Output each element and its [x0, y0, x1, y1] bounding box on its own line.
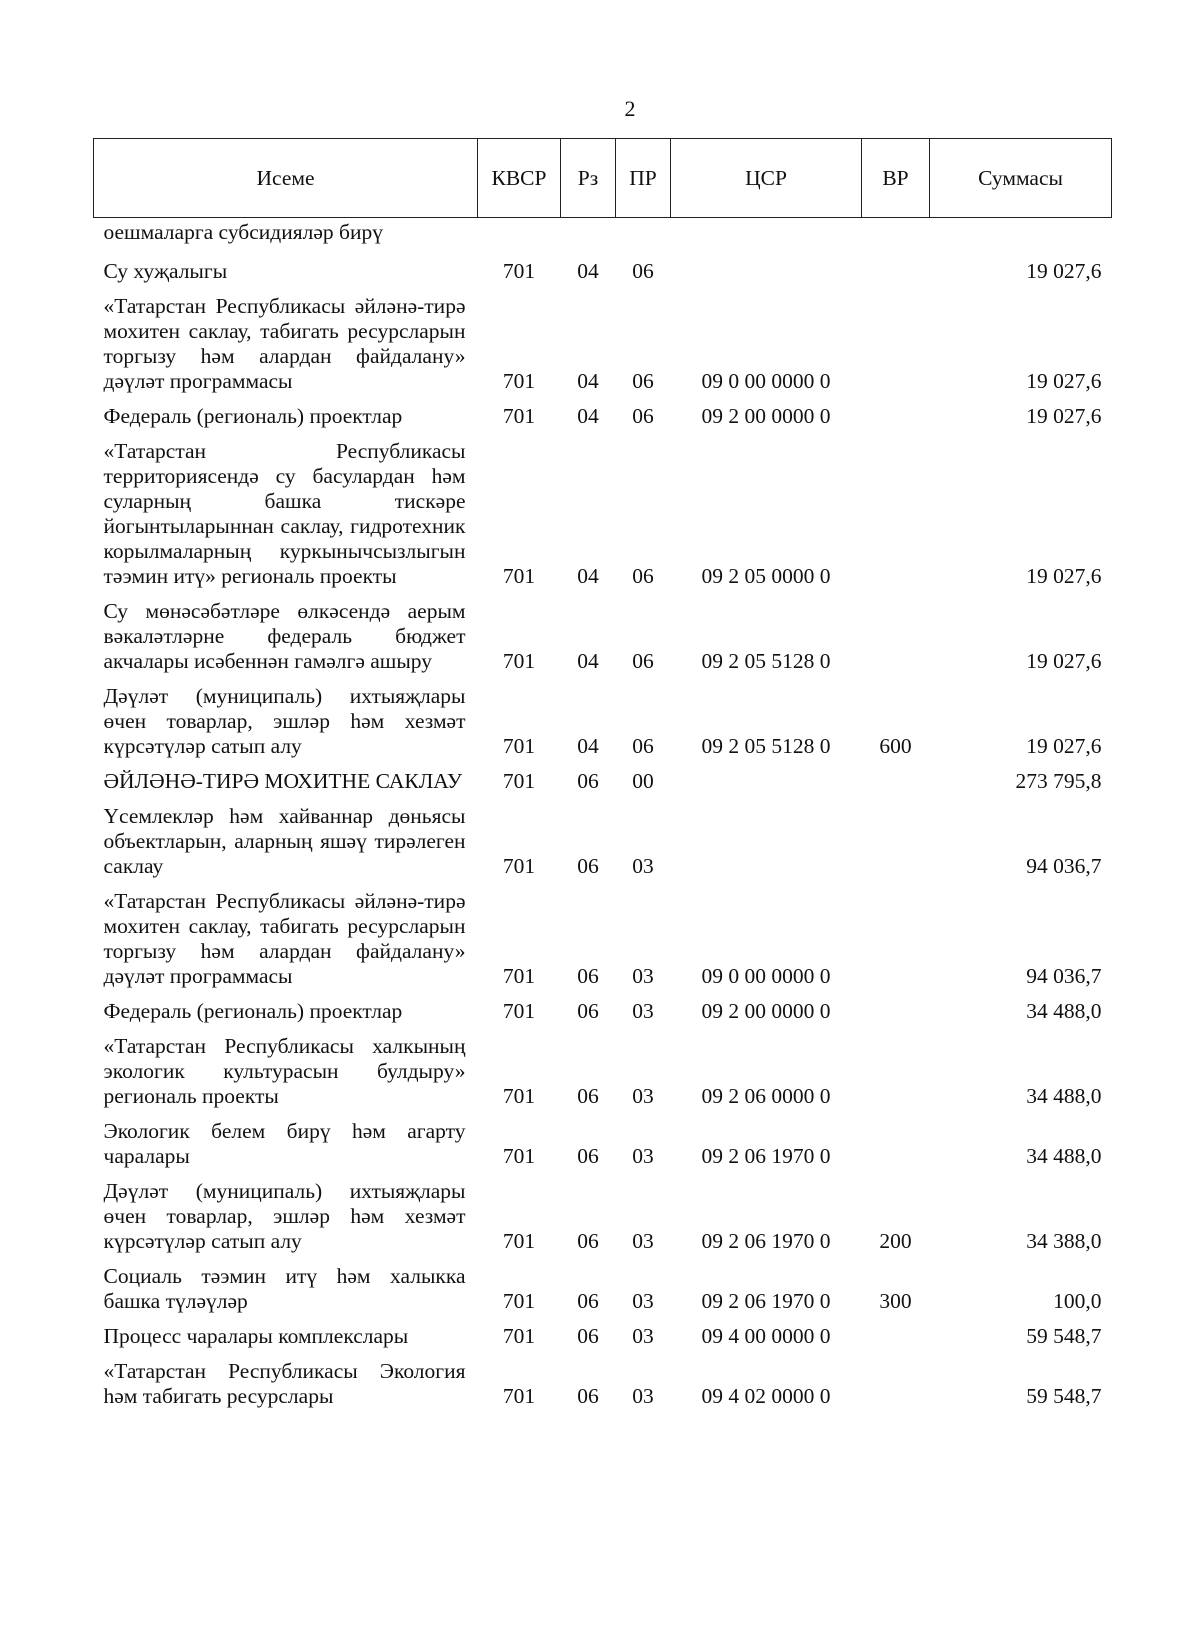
table-row — [94, 1024, 1112, 1109]
row-vr — [862, 589, 930, 674]
row-kvsr: 701 — [502, 564, 536, 588]
row-rz: 06 — [577, 964, 599, 988]
row-rz: 06 — [577, 1144, 599, 1168]
row-vr — [862, 394, 930, 429]
budget-table — [93, 138, 1112, 1409]
row-name: Экологик белем бирү һәм агарту чаралары — [103, 1119, 466, 1168]
row-csr: 09 2 05 5128 0 — [701, 734, 831, 758]
header-sum: Суммасы — [930, 139, 1112, 218]
header-name: Исеме — [94, 139, 478, 218]
header-csr: ЦСР — [671, 139, 862, 218]
row-sum: 59 548,7 — [1026, 1324, 1102, 1348]
row-pr: 03 — [632, 1084, 654, 1108]
row-kvsr: 701 — [502, 649, 536, 673]
row-rz: 06 — [577, 854, 599, 878]
row-rz: 06 — [577, 1384, 599, 1408]
row-csr: 09 2 06 1970 0 — [701, 1144, 831, 1168]
row-rz: 04 — [577, 649, 599, 673]
row-name: «Татарстан Республикасы Экология һәм табигать ресурслары — [103, 1359, 466, 1408]
row-vr — [862, 879, 930, 989]
row-name: Дәүләт (муниципаль) ихтыяҗлары өчен товарлар, эшләр һәм хезмәт күрсәтүләр сатып алу — [103, 684, 466, 758]
row-csr: 09 2 00 0000 0 — [701, 999, 831, 1023]
row-name: оешмаларга субсидияләр бирү — [103, 220, 383, 244]
table-row — [94, 989, 1112, 1024]
row-vr — [862, 429, 930, 589]
row-kvsr: 701 — [502, 1324, 536, 1348]
row-csr: 09 2 06 1970 0 — [701, 1289, 831, 1313]
row-name: «Татарстан Республикасы әйләнә-тирә мохитен саклау, табигать ресурсларын торгызу һәм алардан файдалану» дәүләт программасы — [103, 294, 466, 393]
row-sum: 19 027,6 — [1026, 404, 1102, 428]
table-row — [94, 674, 1112, 759]
row-csr: 09 2 06 1970 0 — [701, 1229, 831, 1253]
row-kvsr: 701 — [502, 259, 536, 283]
table-row — [94, 284, 1112, 394]
row-rz: 04 — [577, 259, 599, 283]
row-csr: 09 4 02 0000 0 — [701, 1384, 831, 1408]
row-vr — [862, 249, 930, 284]
row-csr — [671, 218, 862, 250]
table-row — [94, 759, 1112, 794]
row-sum: 34 488,0 — [1026, 1084, 1102, 1108]
row-kvsr: 701 — [502, 1289, 536, 1313]
row-sum: 19 027,6 — [1026, 259, 1102, 283]
row-name: Социаль тәэмин итү һәм халыкка башка түләүләр — [103, 1264, 466, 1313]
row-name: ӘЙЛӘНӘ-ТИРӘ МОХИТНЕ САКЛАУ — [103, 769, 463, 793]
row-pr: 06 — [632, 259, 654, 283]
table-row — [94, 1109, 1112, 1169]
row-sum: 59 548,7 — [1026, 1384, 1102, 1408]
table-row — [94, 394, 1112, 429]
row-sum: 34 488,0 — [1026, 1144, 1102, 1168]
row-name: Су хуҗалыгы — [103, 259, 228, 283]
row-pr: 03 — [632, 1324, 654, 1348]
row-pr: 03 — [632, 1229, 654, 1253]
table-row — [94, 1314, 1112, 1349]
row-name: «Татарстан Республикасы территориясендә су басулардан һәм суларның башка тискәре йогынтыларыннан саклау, гидротехник корылмаларның куркынычсызлыгын тәэмин итү» региональ проекты — [103, 439, 466, 588]
row-csr — [671, 794, 862, 879]
row-sum: 273 795,8 — [1015, 769, 1102, 793]
row-sum: 34 488,0 — [1026, 999, 1102, 1023]
row-name: Су мөнәсәбәтләре өлкәсендә аерым вәкаләтләрне федераль бюджет акчалары исәбеннән гамәлгә ашыру — [103, 599, 466, 673]
row-pr: 06 — [632, 369, 654, 393]
row-vr: 600 — [879, 734, 912, 758]
row-vr — [862, 1109, 930, 1169]
row-kvsr — [478, 218, 561, 250]
row-name: Процесс чаралары комплекслары — [103, 1324, 409, 1348]
row-rz: 06 — [577, 999, 599, 1023]
row-vr: 200 — [879, 1229, 912, 1253]
row-sum: 19 027,6 — [1026, 734, 1102, 758]
row-kvsr: 701 — [502, 404, 536, 428]
row-vr: 300 — [879, 1289, 912, 1313]
row-pr: 06 — [632, 404, 654, 428]
table-body — [94, 218, 1112, 1410]
row-name: Дәүләт (муниципаль) ихтыяҗлары өчен товарлар, эшләр һәм хезмәт күрсәтүләр сатып алу — [103, 1179, 466, 1253]
row-sum: 94 036,7 — [1026, 854, 1102, 878]
row-sum: 19 027,6 — [1026, 649, 1102, 673]
row-vr — [862, 1024, 930, 1109]
row-pr: 03 — [632, 1144, 654, 1168]
header-vr: ВР — [862, 139, 930, 218]
table-row — [94, 1349, 1112, 1409]
row-rz: 06 — [577, 1084, 599, 1108]
row-csr — [671, 759, 862, 794]
row-pr: 03 — [632, 964, 654, 988]
row-kvsr: 701 — [502, 854, 536, 878]
row-pr: 03 — [632, 1289, 654, 1313]
row-csr: 09 0 00 0000 0 — [701, 369, 831, 393]
row-vr — [862, 759, 930, 794]
row-name: Федераль (региональ) проектлар — [103, 999, 403, 1023]
row-vr — [862, 284, 930, 394]
row-csr: 09 2 05 0000 0 — [701, 564, 831, 588]
row-sum: 34 388,0 — [1026, 1229, 1102, 1253]
row-rz: 06 — [577, 1229, 599, 1253]
table-row — [94, 429, 1112, 589]
row-csr: 09 0 00 0000 0 — [701, 964, 831, 988]
row-vr — [862, 1314, 930, 1349]
table-row — [94, 249, 1112, 284]
row-kvsr: 701 — [502, 1384, 536, 1408]
row-kvsr: 701 — [502, 1144, 536, 1168]
row-sum — [930, 218, 1112, 250]
row-rz — [561, 218, 616, 250]
header-rz: Рз — [561, 139, 616, 218]
row-kvsr: 701 — [502, 369, 536, 393]
table-row — [94, 1254, 1112, 1314]
row-pr: 03 — [632, 854, 654, 878]
header-kvsr: КВСР — [478, 139, 561, 218]
row-vr — [862, 218, 930, 250]
row-name: «Татарстан Республикасы халкының экологик культурасын булдыру» региональ проекты — [103, 1034, 466, 1108]
row-kvsr: 701 — [502, 999, 536, 1023]
row-rz: 04 — [577, 734, 599, 758]
row-sum: 100,0 — [1053, 1289, 1102, 1313]
row-rz: 06 — [577, 1324, 599, 1348]
table-row — [94, 218, 1112, 250]
row-rz: 04 — [577, 369, 599, 393]
row-pr: 03 — [632, 999, 654, 1023]
table-row — [94, 879, 1112, 989]
header-pr: ПР — [616, 139, 671, 218]
row-name: «Татарстан Республикасы әйләнә-тирә мохитен саклау, табигать ресурсларын торгызу һәм алардан файдалану» дәүләт программасы — [103, 889, 466, 988]
row-pr: 06 — [632, 564, 654, 588]
row-kvsr: 701 — [502, 964, 536, 988]
row-kvsr: 701 — [502, 734, 536, 758]
row-kvsr: 701 — [502, 1229, 536, 1253]
row-rz: 04 — [577, 564, 599, 588]
row-csr: 09 2 05 5128 0 — [701, 649, 831, 673]
row-vr — [862, 1349, 930, 1409]
table-row — [94, 589, 1112, 674]
row-rz: 06 — [577, 769, 599, 793]
row-sum: 19 027,6 — [1026, 369, 1102, 393]
row-vr — [862, 989, 930, 1024]
page-number: 2 — [624, 96, 636, 121]
table-row — [94, 794, 1112, 879]
row-csr: 09 2 06 0000 0 — [701, 1084, 831, 1108]
table-header — [94, 139, 1112, 218]
row-name: Федераль (региональ) проектлар — [103, 404, 403, 428]
row-csr: 09 2 00 0000 0 — [701, 404, 831, 428]
row-pr: 03 — [632, 1384, 654, 1408]
row-rz: 06 — [577, 1289, 599, 1313]
row-vr — [862, 794, 930, 879]
row-csr: 09 4 00 0000 0 — [701, 1324, 831, 1348]
row-kvsr: 701 — [502, 1084, 536, 1108]
row-pr: 00 — [632, 769, 654, 793]
row-pr — [616, 218, 671, 250]
row-sum: 19 027,6 — [1026, 564, 1102, 588]
table-row — [94, 1169, 1112, 1254]
row-pr: 06 — [632, 734, 654, 758]
row-rz: 04 — [577, 404, 599, 428]
row-pr: 06 — [632, 649, 654, 673]
row-name: Үсемлекләр һәм хайваннар дөньясы объектларын, аларның яшәү тирәлеген саклау — [103, 804, 466, 878]
row-kvsr: 701 — [502, 769, 536, 793]
row-sum: 94 036,7 — [1026, 964, 1102, 988]
row-csr — [671, 249, 862, 284]
